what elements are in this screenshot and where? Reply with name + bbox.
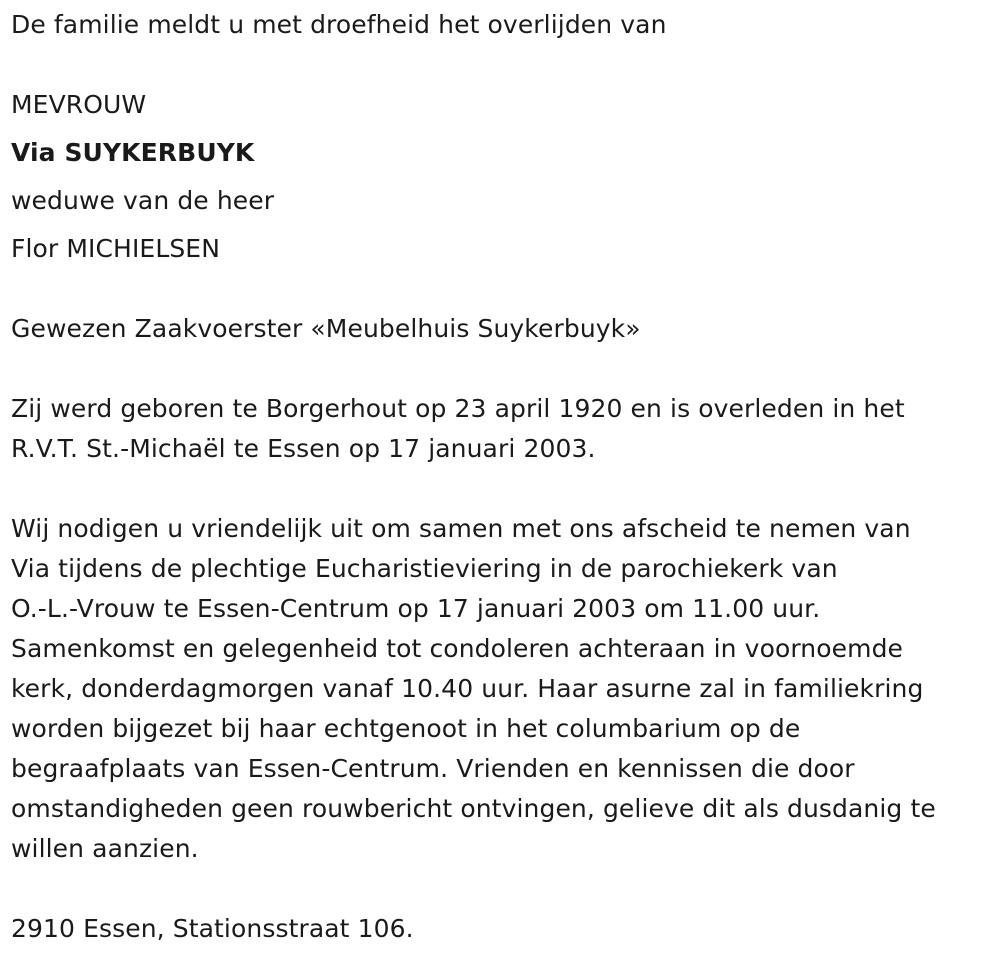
intro-text: De familie meldt u met droefheid het overlijden van — [11, 10, 667, 39]
invitation-line: kerk, donderdagmorgen vanaf 10.40 uur. Haar asurne zal in familiekring — [11, 674, 924, 703]
invitation-line: begraafplaats van Essen-Centrum. Vrienden en kennissen die door — [11, 754, 855, 783]
occupation-text: Gewezen Zaakvoerster «Meubelhuis Suykerbuyk» — [11, 314, 641, 343]
invitation-line: willen aanzien. — [11, 834, 199, 863]
birth-death-line: Zij werd geboren te Borgerhout op 23 april 1920 en is overleden in het — [11, 394, 905, 423]
invitation-line: Samenkomst en gelegenheid tot condoleren achteraan in voornoemde — [11, 634, 904, 663]
widow-of-text: weduwe van de heer — [11, 186, 275, 215]
invitation-line: Via tijdens de plechtige Eucharistieviering in de parochiekerk van — [11, 554, 838, 583]
address-text: 2910 Essen, Stationsstraat 106. — [11, 914, 414, 943]
invitation-line: omstandigheden geen rouwbericht ontvingen, gelieve dit als dusdanig te — [11, 794, 936, 823]
invitation-line: Wij nodigen u vriendelijk uit om samen met ons afscheid te nemen van — [11, 514, 911, 543]
invitation-line: O.-L.-Vrouw te Essen-Centrum op 17 januari 2003 om 11.00 uur. — [11, 594, 821, 623]
honorific: MEVROUW — [11, 90, 147, 119]
deceased-name: Via SUYKERBUYK — [11, 138, 255, 167]
spouse-name: Flor MICHIELSEN — [11, 234, 221, 263]
invitation-line: worden bijgezet bij haar echtgenoot in het columbarium op de — [11, 714, 801, 743]
birth-death-line: R.V.T. St.-Michaël te Essen op 17 januari 2003. — [11, 434, 596, 463]
